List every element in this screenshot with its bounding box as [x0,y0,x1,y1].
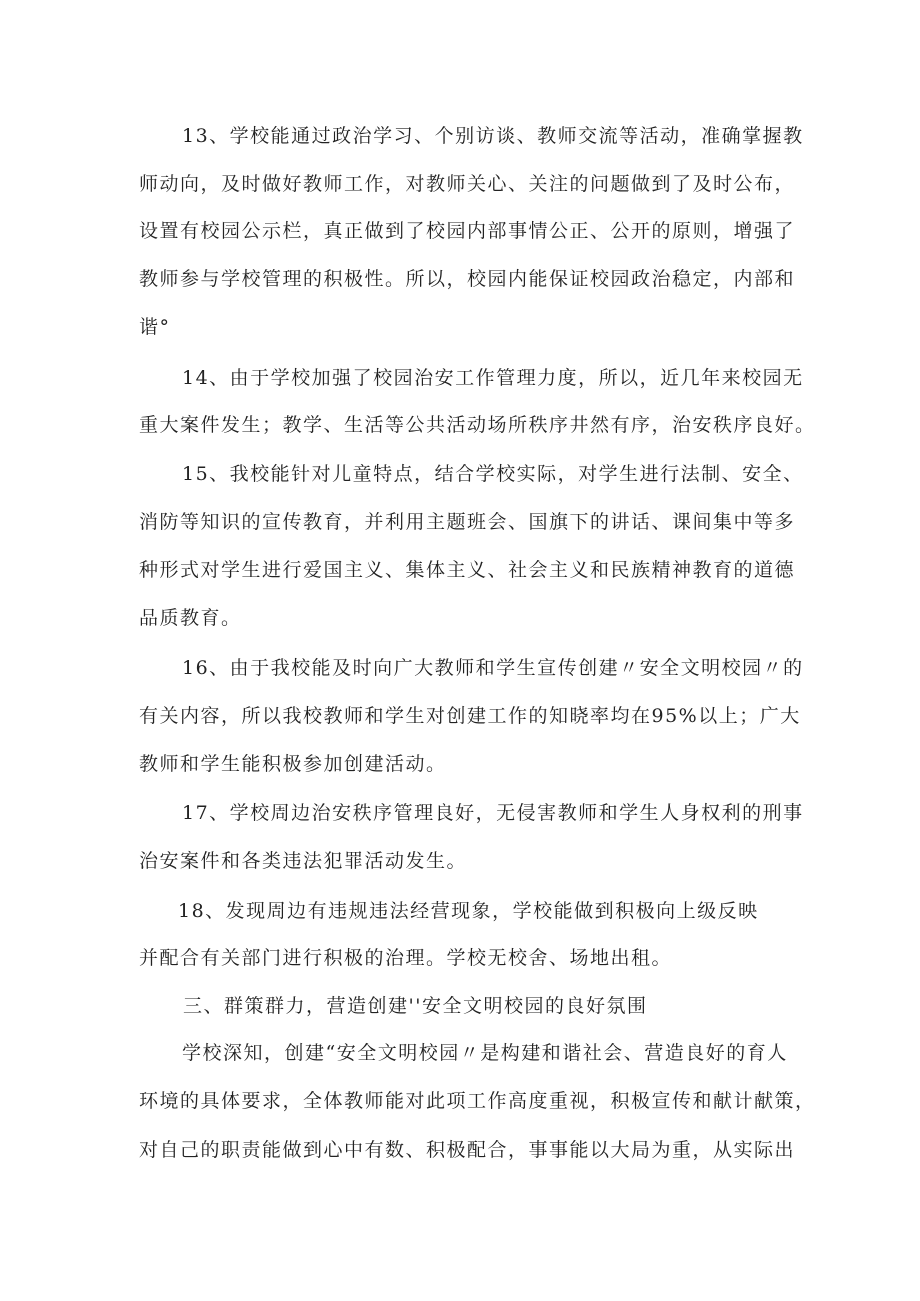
text-line: 治安案件和各类违法犯罪活动发生。 [139,850,468,872]
section-heading: 三、群策群力，营造创建''安全文明校园的良好氛围 [183,995,648,1017]
text-line: 谐° [139,316,171,338]
text-line: 18、发现周边有违规违法经营现象，学校能做到积极向上级反映 [178,900,759,922]
text-line: 设置有校园公示栏，真正做到了校园内部事情公正、公开的原则，增强了 [139,220,796,242]
text-line: 对自己的职责能做到心中有数、积极配合，事事能以大局为重，从实际出 [139,1139,796,1161]
text-line: 品质教育。 [139,607,242,629]
text-line: 14、由于学校加强了校园治安工作管理力度，所以，近几年来校园无 [182,367,804,389]
text-line: 种形式对学生进行爱国主义、集体主义、社会主义和民族精神教育的道德 [139,559,796,581]
text-line: 重大案件发生；教学、生活等公共活动场所秩序井然有序，治安秩序良好。 [139,414,816,436]
text-line: 有关内容，所以我校教师和学生对创建工作的知晓率均在95%以上；广大 [139,705,801,727]
text-line: 消防等知识的宣传教育，并利用主题班会、国旗下的讲话、课间集中等多 [139,511,796,533]
text-line: 师动向，及时做好教师工作，对教师关心、关注的问题做到了及时公布， [139,173,796,195]
text-line: 17、学校周边治安秩序管理良好，无侵害教师和学生人身权利的刑事 [182,802,804,824]
text-line: 学校深知，创建“安全文明校园〃是构建和谐社会、营造良好的育人 [182,1042,788,1064]
text-line: 15、我校能针对儿童特点，结合学校实际，对学生进行法制、安全、 [182,463,804,485]
text-line: 13、学校能通过政治学习、个别访谈、教师交流等活动，准确掌握教 [182,125,804,147]
text-line: 环境的具体要求，全体教师能对此项工作高度重视，积极宣传和献计献策， [139,1090,816,1112]
text-line: 教师和学生能积极参加创建活动。 [139,753,447,775]
text-line: 16、由于我校能及时向广大教师和学生宣传创建〃安全文明校园〃的 [182,657,804,679]
text-line: 并配合有关部门进行积极的治理。学校无校舍、场地出租。 [139,947,673,969]
text-line: 教师参与学校管理的积极性。所以，校园内能保证校园政治稳定，内部和 [139,268,796,290]
